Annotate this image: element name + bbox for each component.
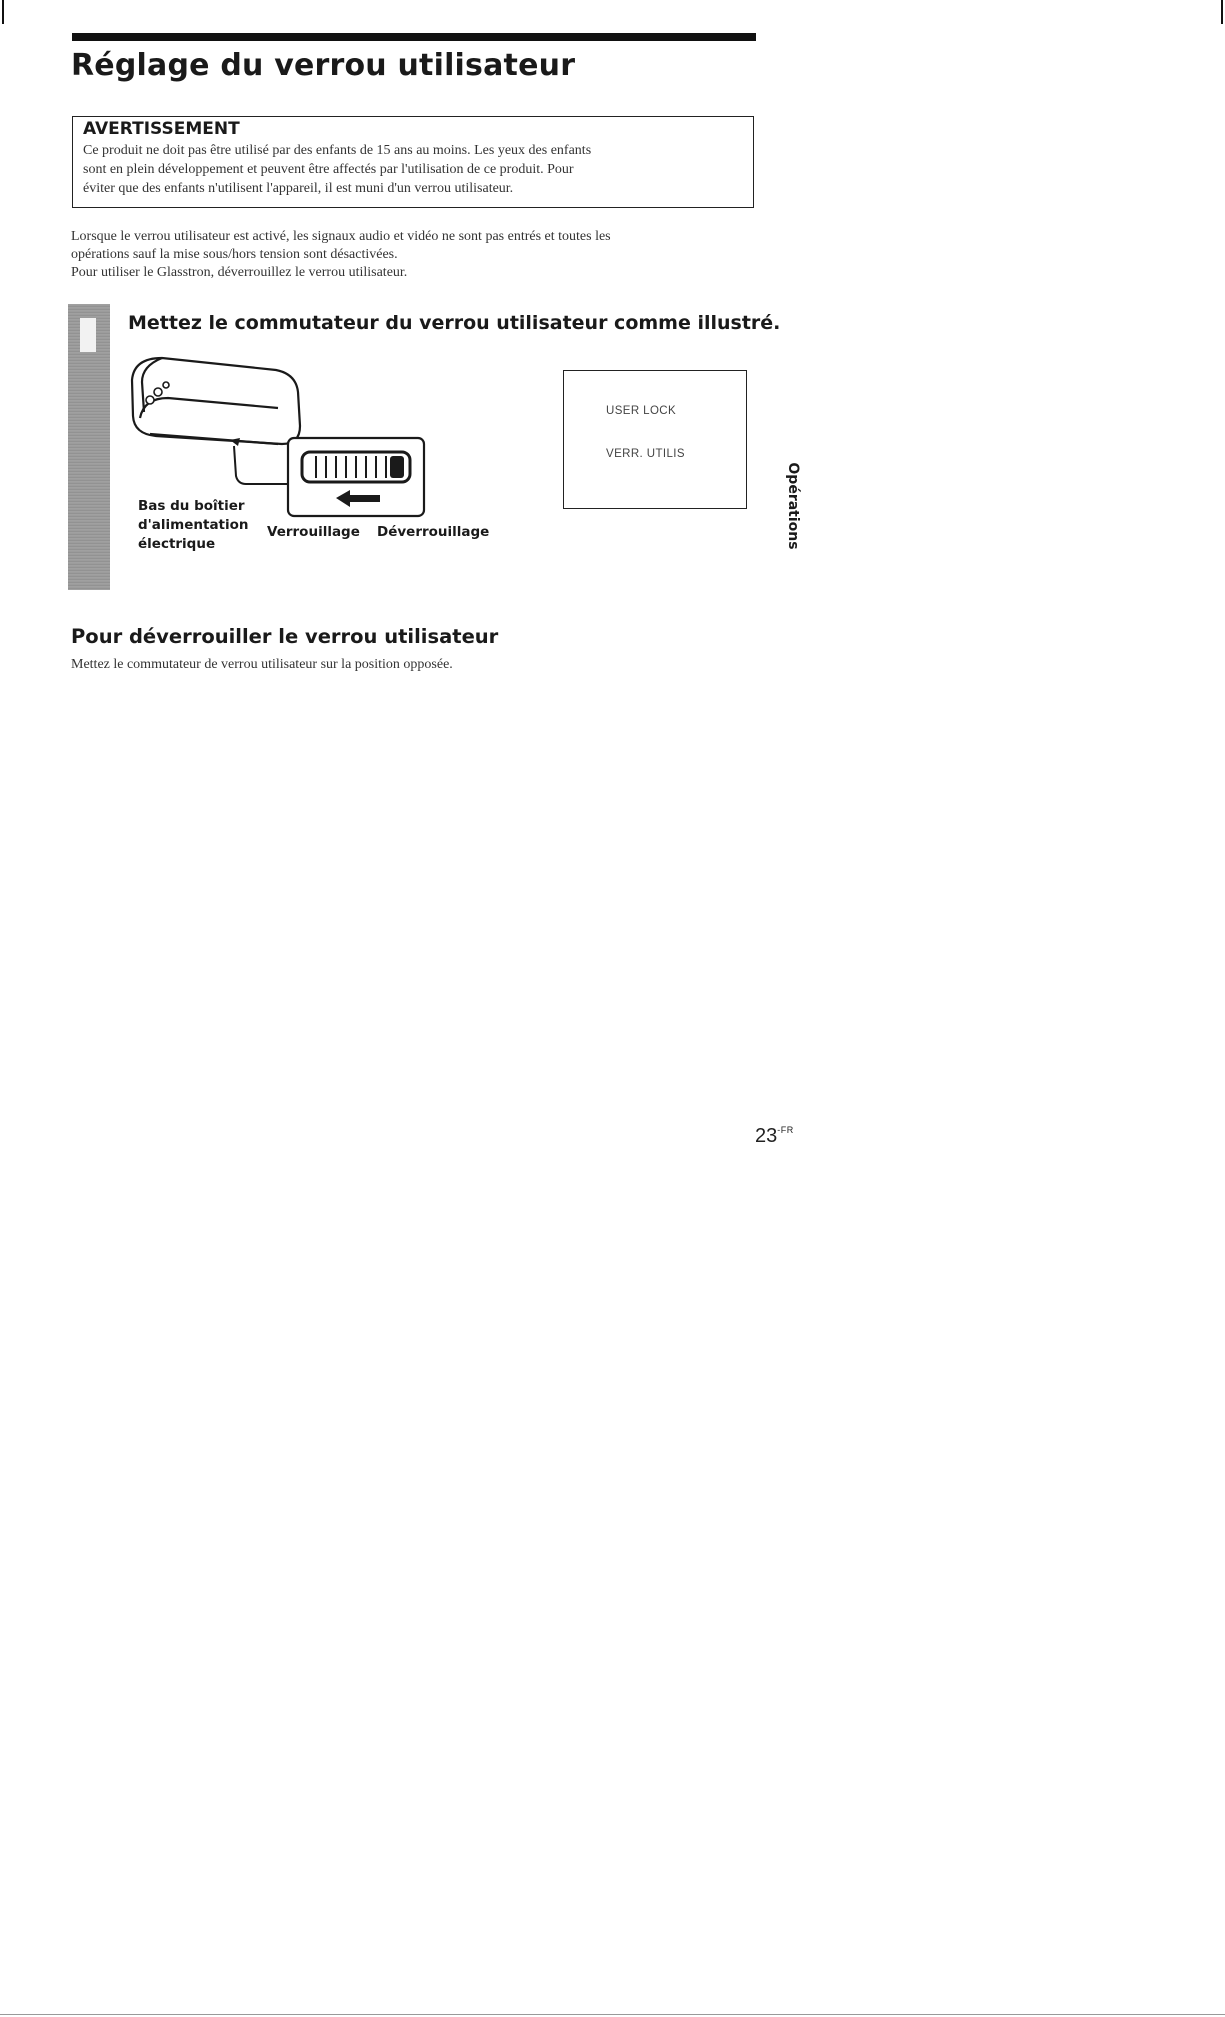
warning-line: sont en plein développement et peuvent être affectés par l'utilisation de ce produit. Pour — [83, 162, 574, 177]
bottom-rule — [0, 2014, 1225, 2015]
step-marker-bar — [68, 304, 110, 590]
page-title: Réglage du verrou utilisateur — [71, 48, 576, 83]
callout-line — [234, 446, 288, 484]
on-screen-display-box — [563, 370, 747, 509]
warning-box — [72, 116, 754, 208]
side-tab-label: Opérations — [785, 462, 801, 550]
page-number-suffix: -FR — [777, 1125, 794, 1135]
label-line: d'alimentation — [138, 517, 249, 533]
switch-pointer — [230, 438, 240, 446]
unlock-section-title: Pour déverrouiller le verrou utilisateur — [71, 625, 499, 648]
label-line: électrique — [138, 536, 216, 552]
page-number-value: 23 — [755, 1125, 778, 1147]
warning-line: Ce produit ne doit pas être utilisé par des enfants de 15 ans au moins. Les yeux des enfants — [83, 143, 592, 158]
intro-line: Pour utiliser le Glasstron, déverrouillez le verrou utilisateur. — [71, 265, 408, 280]
crop-mark-left — [2, 0, 4, 24]
step-title: Mettez le commutateur du verrou utilisateur comme illustré. — [128, 312, 781, 334]
label-unlock: Déverrouillage — [377, 524, 490, 540]
connector-icon — [154, 388, 162, 396]
osd-user-lock: USER LOCK — [606, 405, 677, 417]
section-side-tab — [780, 462, 806, 550]
label-line: Bas du boîtier — [138, 498, 245, 514]
osd-verr-utilis: VERR. UTILIS — [606, 448, 685, 460]
crop-mark-right — [1221, 0, 1223, 24]
page-number — [755, 1125, 794, 1148]
connector-icon — [146, 396, 154, 404]
power-box-body — [132, 358, 300, 444]
slider-knob — [390, 456, 404, 478]
intro-line: opérations sauf la mise sous/hors tension sont désactivées. — [71, 247, 398, 262]
power-box-front-edge — [140, 398, 278, 418]
top-rule — [72, 33, 756, 41]
unlock-section-text: Mettez le commutateur de verrou utilisateur sur la position opposée. — [71, 657, 453, 672]
intro-paragraph — [71, 228, 771, 282]
intro-line: Lorsque le verrou utilisateur est activé, les signaux audio et vidéo ne sont pas entrés et toutes les — [71, 229, 611, 244]
warning-text — [83, 141, 743, 198]
label-power-box-bottom — [138, 497, 249, 554]
warning-line: éviter que des enfants n'utilisent l'appareil, il est muni d'un verrou utilisateur. — [83, 181, 514, 196]
label-lock: Verrouillage — [267, 524, 360, 540]
step-number-block — [80, 318, 96, 352]
connector-icon — [163, 382, 169, 388]
warning-heading: AVERTISSEMENT — [83, 119, 240, 139]
power-box-lower-edge — [150, 434, 278, 444]
